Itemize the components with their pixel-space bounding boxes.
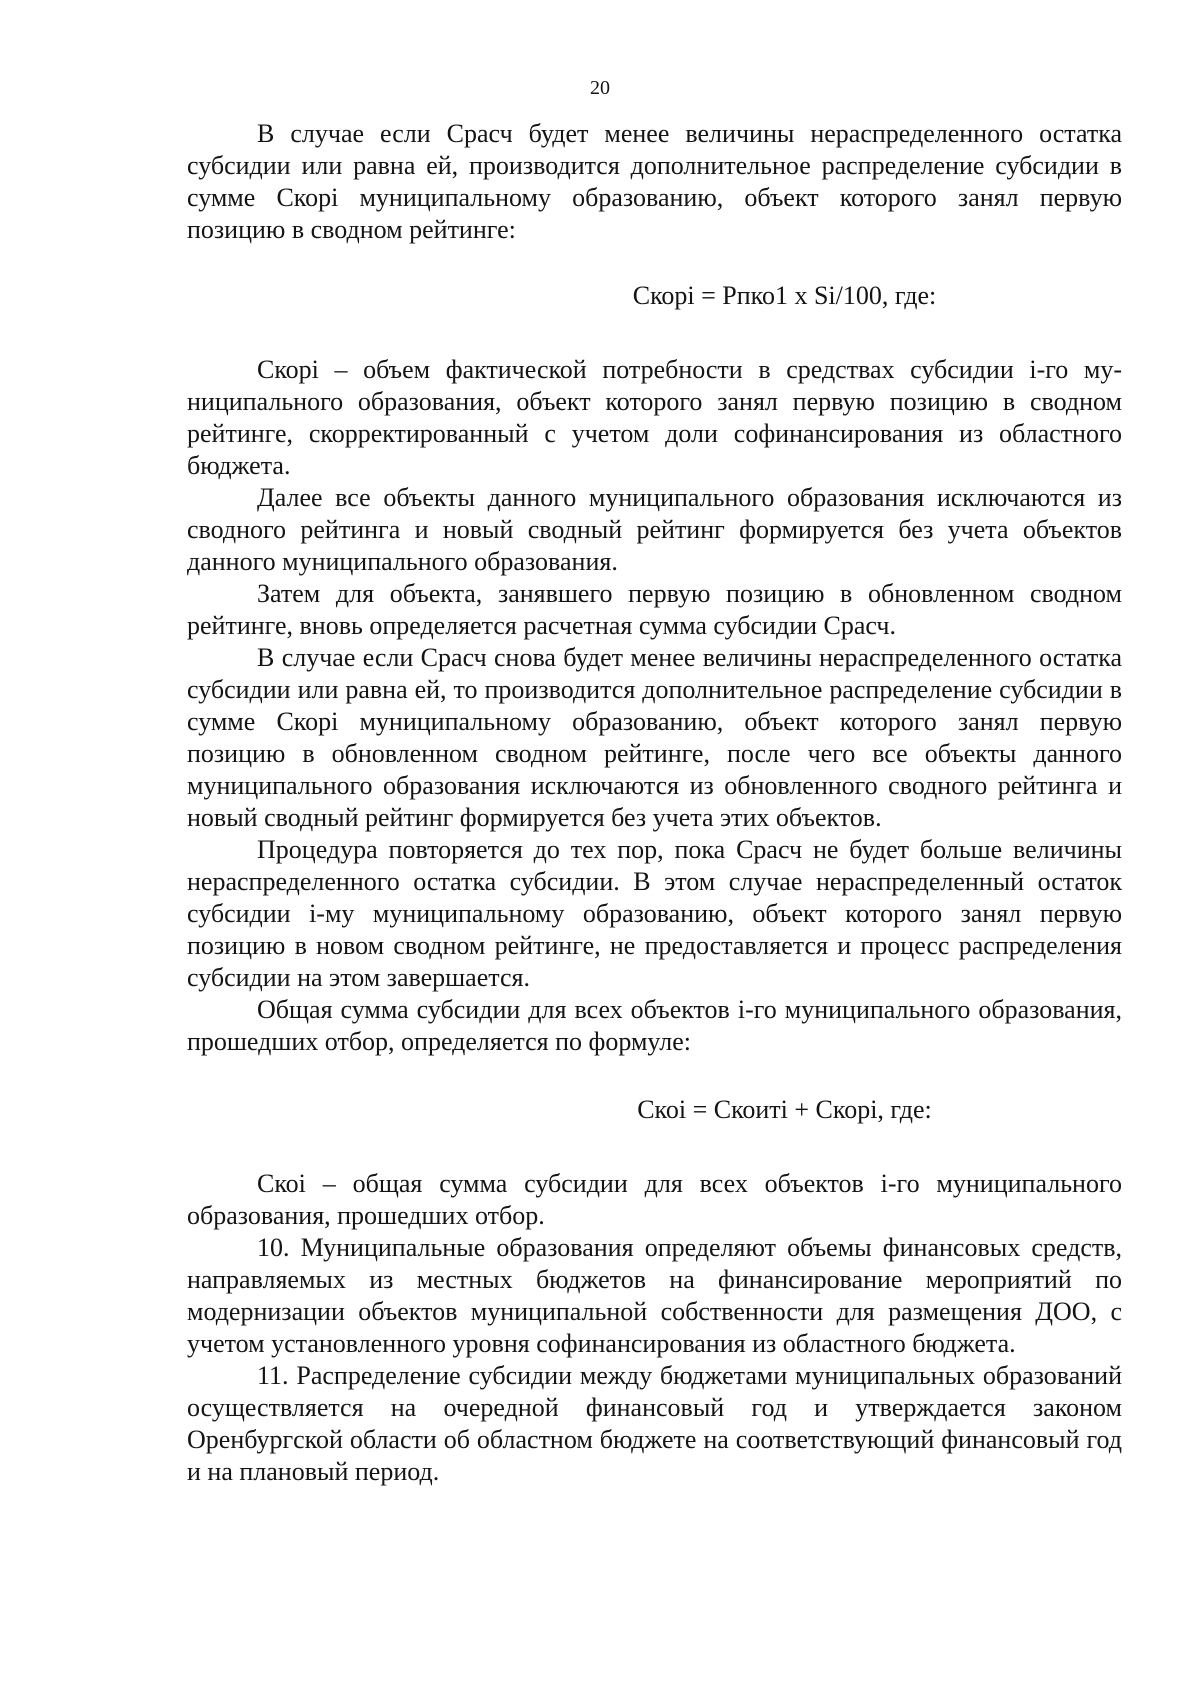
formula-sko: Скоi = Скоитi + Скорi, где: bbox=[637, 1095, 932, 1124]
paragraph-repeat-distribution: В случае если Срасч снова будет менее величины нераспределенного остатка субсидии или равна ей, то производится дополнительное распределение субсидии в сумме Скорi муниципальному образованию, объект которого занял первую позицию в обновленном сводном рейтинге, после чего все объекты данного муниципального образования исключаются из обновленного сводного рейтинга и новый сводный рейтинг формируется без учета этих объектов. bbox=[187, 643, 1122, 832]
paragraph-item-11: 11. Распределение субсидии между бюджетами муниципальных образований осуществляется на очередной финансовый год и утверждается законом Оренбургской области об областном бюджете на соответствующий финансовый год и на плановый период. bbox=[187, 1361, 1122, 1486]
paragraph-procedure: Процедура повторяется до тех пор, пока Срасч не будет больше величины нераспределенного остатка субсидии. В этом случае нераспределенный остаток субсидии i-му муниципальному образованию, объект которого занял первую позицию в новом сводном рейтинге, не предоставляется и процесс распределения субсидии на этом завершается. bbox=[187, 835, 1122, 992]
paragraph-intro: В случае если Срасч будет менее величины нераспределенного остатка субсидии или равна ей, производится дополнительное распределение субсидии в сумме Скорi муниципальному образованию, объект которого занял первую позицию в сводном рейтинге: bbox=[187, 119, 1122, 244]
body-text bbox=[187, 118, 1122, 1488]
page-number: 20 bbox=[590, 77, 610, 99]
paragraph-exclusion: Далее все объекты данного муниципального образования исключаются из сводного рейтинга и новый сводный рейтинг формируется без учета объектов данного муниципального образования. bbox=[187, 483, 1122, 576]
paragraph-sko-definition: Скоi – общая сумма субсидии для всех объектов i-го муниципального образования, прошедших отбор. bbox=[187, 1169, 1122, 1230]
formula-skor: Скорi = Рпко1 x Si/100, где: bbox=[632, 281, 937, 310]
paragraph-recalculation: Затем для объекта, занявшего первую позицию в обновленном сводном рейтинге, вновь определяется расчетная сумма субсидии Срасч. bbox=[187, 579, 1122, 640]
paragraph-total-intro: Общая сумма субсидии для всех объектов i-го муниципального образования, прошедших отбор, определяется по формуле: bbox=[187, 995, 1122, 1056]
paragraph-item-10: 10. Муниципальные образования определяют объемы финансовых средств, направляемых из местных бюджетов на финансирование мероприятий по модернизации объектов муниципальной собственности для размещения ДОО, с учетом установленного уровня софинансирования из областного бюджета. bbox=[187, 1233, 1122, 1358]
paragraph-skor-definition: Скорi – объем фактической потребности в средствах субсидии i-го муниципального образования, объект которого занял первую позицию в сводном рейтинге, скорректированный с учетом доли софинансирования из областного бюджета. bbox=[187, 355, 1122, 480]
